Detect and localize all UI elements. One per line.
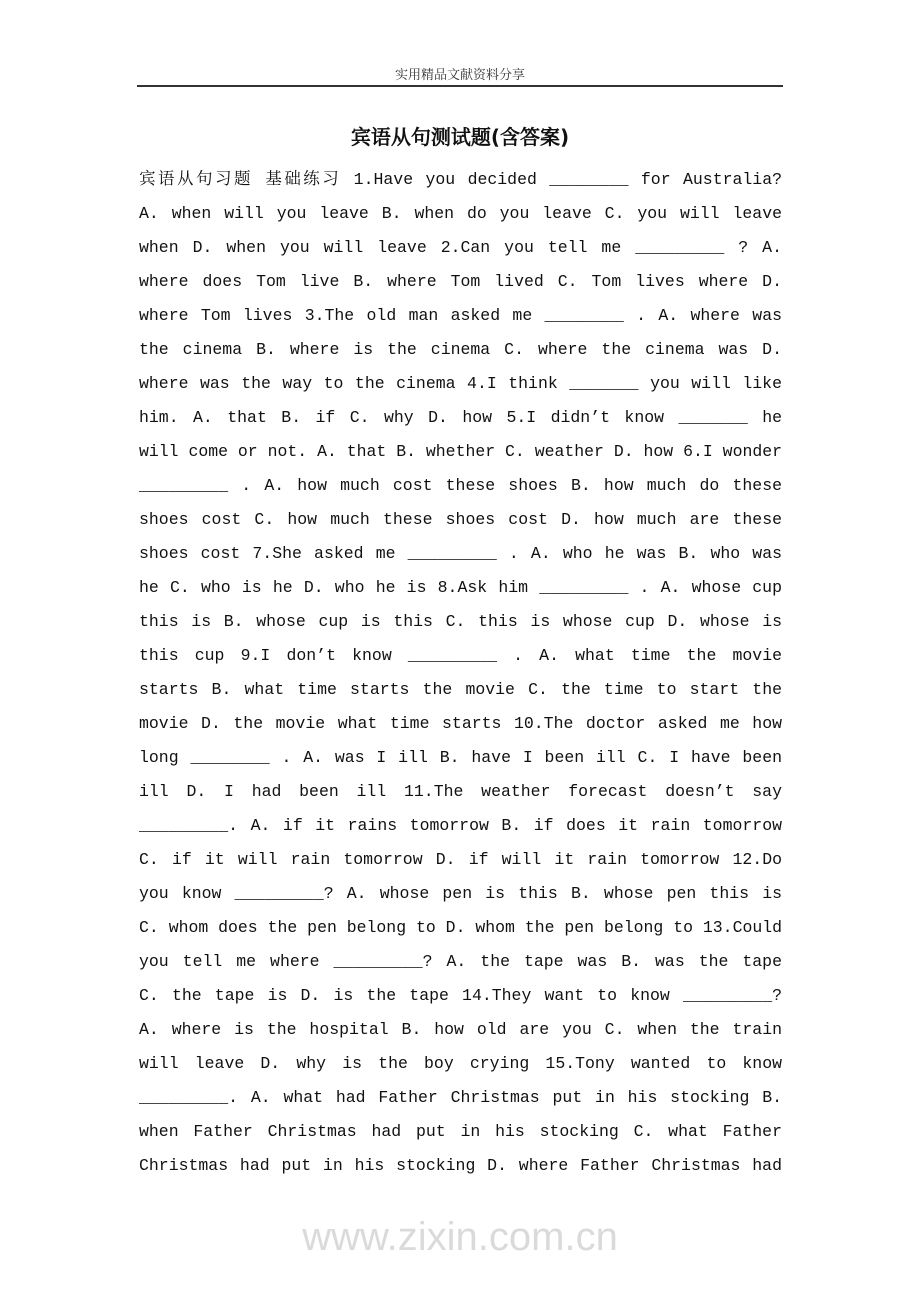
body-text-line: long ________ . A. was I ill B. have I been ill C. I have been bbox=[139, 748, 782, 767]
body-text-line: C. whom does the pen belong to D. whom the pen belong to 13.Could bbox=[139, 918, 782, 937]
body-text-line: A. where is the hospital B. how old are you C. when the train bbox=[139, 1020, 782, 1039]
body-text-line: A. when will you leave B. when do you leave C. you will leave bbox=[139, 204, 782, 223]
body-text-line: movie D. the movie what time starts 10.The doctor asked me how bbox=[139, 714, 782, 733]
watermark: www.zixin.com.cn bbox=[302, 1215, 618, 1259]
body-text-line: the cinema B. where is the cinema C. where the cinema was D. bbox=[139, 340, 782, 359]
body-text-line: 宾语从句习题 基础练习 1.Have you decided ________ for Australia? bbox=[139, 170, 782, 189]
body-text-line: you tell me where _________? A. the tape was B. was the tape bbox=[139, 952, 782, 971]
body-text-line: _________ . A. how much cost these shoes B. how much do these bbox=[139, 476, 782, 495]
body-text-line: Christmas had put in his stocking D. where Father Christmas had bbox=[139, 1156, 782, 1175]
document-title: 宾语从句测试题(含答案) bbox=[350, 125, 570, 149]
body-text-line: he C. who is he D. who he is 8.Ask him _________ . A. whose cup bbox=[139, 578, 782, 597]
body-text-line: when D. when you will leave 2.Can you tell me _________ ? A. bbox=[139, 238, 782, 257]
document-body bbox=[139, 166, 782, 1186]
body-text-line: you know _________? A. whose pen is this B. whose pen this is bbox=[139, 884, 782, 903]
header-divider bbox=[137, 85, 783, 87]
body-text-line: him. A. that B. if C. why D. how 5.I didn’t know _______ he bbox=[139, 408, 782, 427]
body-text-line: when Father Christmas had put in his stocking C. what Father bbox=[139, 1122, 782, 1141]
body-text-line: shoes cost 7.She asked me _________ . A. who he was B. who was bbox=[139, 544, 782, 563]
body-text-line: C. the tape is D. is the tape 14.They want to know _________? bbox=[139, 986, 782, 1005]
body-text-line: where Tom lives 3.The old man asked me ________ . A. where was bbox=[139, 306, 782, 325]
body-text-line: _________. A. what had Father Christmas put in his stocking B. bbox=[139, 1088, 782, 1107]
body-text-line: will come or not. A. that B. whether C. weather D. how 6.I wonder bbox=[139, 442, 782, 461]
body-text-line: C. if it will rain tomorrow D. if will it rain tomorrow 12.Do bbox=[139, 850, 782, 869]
body-text-line: where does Tom live B. where Tom lived C. Tom lives where D. bbox=[139, 272, 782, 291]
body-text-line: _________. A. if it rains tomorrow B. if does it rain tomorrow bbox=[139, 816, 782, 835]
body-text-line: will leave D. why is the boy crying 15.Tony wanted to know bbox=[139, 1054, 782, 1073]
body-text-line: where was the way to the cinema 4.I think _______ you will like bbox=[139, 374, 782, 393]
body-text-line: shoes cost C. how much these shoes cost D. how much are these bbox=[139, 510, 782, 529]
page-header: 实用精品文献资料分享 bbox=[394, 68, 525, 83]
body-text-line: this cup 9.I don’t know _________ . A. what time the movie bbox=[139, 646, 782, 665]
body-text-line: this is B. whose cup is this C. this is whose cup D. whose is bbox=[139, 612, 782, 631]
body-text-line: starts B. what time starts the movie C. the time to start the bbox=[139, 680, 782, 699]
body-text-line: ill D. I had been ill 11.The weather forecast doesn’t say bbox=[139, 782, 782, 801]
